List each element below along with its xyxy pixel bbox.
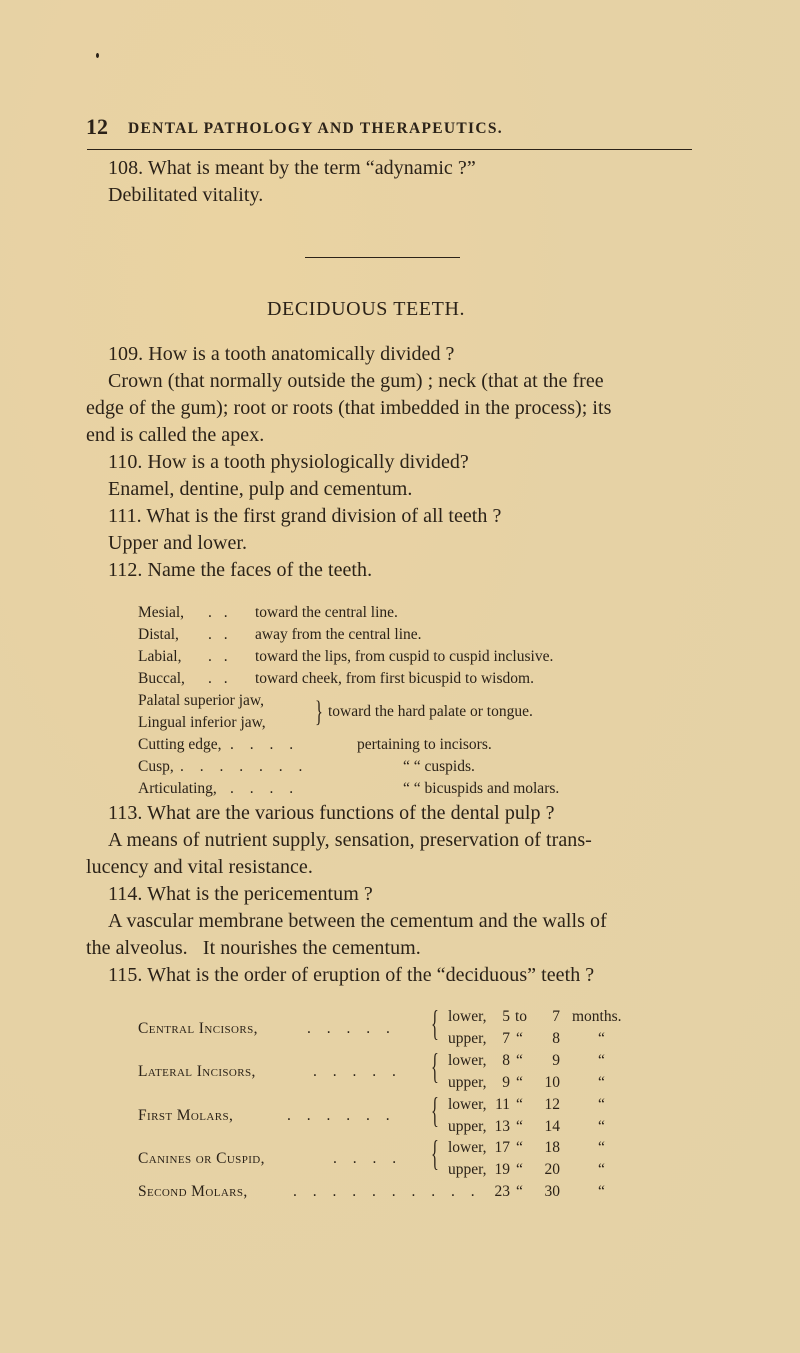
age-to: 8 bbox=[552, 1030, 560, 1047]
leader-dots: . . . . . bbox=[313, 1063, 402, 1080]
question-113: 113. What are the various functions of the dental pulp ? bbox=[108, 802, 555, 824]
age-to: 12 bbox=[544, 1096, 560, 1113]
face-description: toward the lips, from cuspid to cuspid inclusive. bbox=[255, 648, 554, 665]
left-brace: { bbox=[431, 1133, 439, 1173]
answer-113-line-1: A means of nutrient supply, sensation, preservation of trans- bbox=[108, 829, 592, 851]
age-to: 9 bbox=[552, 1052, 560, 1069]
leader-dots: . . . . . . . . . . bbox=[293, 1183, 481, 1200]
age-to: 10 bbox=[544, 1074, 560, 1091]
tooth-label: Lateral Incisors, bbox=[138, 1063, 256, 1080]
face-description: “ “ cuspids. bbox=[403, 758, 475, 775]
age-unit: “ bbox=[598, 1118, 605, 1135]
age-from: 8 bbox=[502, 1052, 510, 1069]
range-sep: “ bbox=[516, 1096, 523, 1113]
leader-dots: . . . . bbox=[333, 1150, 403, 1167]
question-109: 109. How is a tooth anatomically divided ? bbox=[108, 343, 455, 365]
range-sep: “ bbox=[516, 1183, 523, 1200]
age-to: 30 bbox=[544, 1183, 560, 1200]
leader-dots: . . bbox=[208, 604, 232, 621]
answer-109-line-2: edge of the gum); root or roots (that imbedded in the process); its bbox=[86, 397, 612, 419]
leader-dots: . . . . bbox=[230, 780, 300, 797]
face-description: “ “ bicuspids and molars. bbox=[403, 780, 560, 797]
question-112: 112. Name the faces of the teeth. bbox=[108, 559, 373, 581]
answer-108: Debilitated vitality. bbox=[108, 184, 264, 206]
age-from: 11 bbox=[495, 1096, 510, 1113]
age-unit: “ bbox=[598, 1030, 605, 1047]
question-111: 111. What is the first grand division of all teeth ? bbox=[108, 505, 502, 527]
answer-109-line-1: Crown (that normally outside the gum) ; neck (that at the free bbox=[108, 370, 604, 392]
age-unit: “ bbox=[598, 1096, 605, 1113]
age-from: 7 bbox=[502, 1030, 510, 1047]
age-from: 13 bbox=[494, 1118, 510, 1135]
answer-111: Upper and lower. bbox=[108, 532, 248, 554]
age-unit: “ bbox=[598, 1183, 605, 1200]
face-description: toward the central line. bbox=[255, 604, 398, 621]
age-unit: “ bbox=[598, 1161, 605, 1178]
leader-dots: . . bbox=[208, 648, 232, 665]
left-brace: { bbox=[431, 1003, 439, 1043]
jaw-label: lower, bbox=[448, 1008, 487, 1025]
jaw-label: upper, bbox=[448, 1030, 487, 1047]
page-number: 12 bbox=[86, 114, 108, 139]
question-115: 115. What is the order of eruption of the “deciduous” teeth ? bbox=[108, 964, 595, 986]
leader-dots: . . . . . . . bbox=[180, 758, 309, 775]
face-label: Distal, bbox=[138, 626, 179, 643]
jaw-label: lower, bbox=[448, 1096, 487, 1113]
jaw-label: upper, bbox=[448, 1161, 487, 1178]
range-sep: “ bbox=[516, 1074, 523, 1091]
leader-dots: . . . . . bbox=[307, 1020, 396, 1037]
tooth-label: First Molars, bbox=[138, 1107, 234, 1124]
answer-110: Enamel, dentine, pulp and cementum. bbox=[108, 478, 413, 500]
answer-114-line-1: A vascular membrane between the cementum and the walls of bbox=[108, 910, 607, 932]
age-unit: “ bbox=[598, 1139, 605, 1156]
face-label: Articulating, bbox=[138, 780, 217, 797]
face-label: Cutting edge, bbox=[138, 736, 222, 753]
face-label: Buccal, bbox=[138, 670, 185, 687]
face-label: Labial, bbox=[138, 648, 182, 665]
leader-dots: . . bbox=[208, 670, 232, 687]
jaw-label: lower, bbox=[448, 1139, 487, 1156]
answer-109-line-3: end is called the apex. bbox=[86, 424, 265, 446]
face-description: away from the central line. bbox=[255, 626, 422, 643]
age-unit: “ bbox=[598, 1074, 605, 1091]
age-to: 20 bbox=[544, 1161, 560, 1178]
face-description: toward cheek, from first bicuspid to wisdom. bbox=[255, 670, 534, 687]
age-unit: “ bbox=[598, 1052, 605, 1069]
face-description: pertaining to incisors. bbox=[357, 736, 492, 753]
question-110: 110. How is a tooth physiologically divided? bbox=[108, 451, 469, 473]
jaw-label: upper, bbox=[448, 1118, 487, 1135]
age-from: 23 bbox=[494, 1183, 510, 1200]
face-label: Mesial, bbox=[138, 604, 185, 621]
leader-dots: . . . . . . bbox=[287, 1107, 396, 1124]
left-brace: { bbox=[431, 1090, 439, 1130]
face-description: toward the hard palate or tongue. bbox=[328, 703, 533, 720]
leader-dots: . . . . bbox=[230, 736, 300, 753]
age-to: 14 bbox=[544, 1118, 560, 1135]
jaw-label: lower, bbox=[448, 1052, 487, 1069]
jaw-label: upper, bbox=[448, 1074, 487, 1091]
range-sep: “ bbox=[516, 1030, 523, 1047]
range-sep: “ bbox=[516, 1118, 523, 1135]
age-from: 5 bbox=[502, 1008, 510, 1025]
question-114: 114. What is the pericementum ? bbox=[108, 883, 373, 905]
right-brace: } bbox=[315, 695, 323, 728]
range-sep: “ bbox=[516, 1161, 523, 1178]
age-from: 17 bbox=[494, 1139, 510, 1156]
answer-114-line-2: the alveolus. It nourishes the cementum. bbox=[86, 937, 421, 959]
header-rule bbox=[87, 149, 692, 150]
age-to: 7 bbox=[552, 1008, 560, 1025]
range-sep: to bbox=[515, 1008, 528, 1025]
section-title: DECIDUOUS TEETH. bbox=[267, 298, 466, 320]
tooth-label: Canines or Cuspid, bbox=[138, 1150, 265, 1167]
tooth-label: Second Molars, bbox=[138, 1183, 248, 1200]
range-sep: “ bbox=[516, 1139, 523, 1156]
left-brace: { bbox=[431, 1046, 439, 1086]
age-unit: months. bbox=[572, 1008, 622, 1025]
age-to: 18 bbox=[544, 1139, 560, 1156]
face-label: Cusp, bbox=[138, 758, 174, 775]
leader-dots: . . bbox=[208, 626, 232, 643]
range-sep: “ bbox=[516, 1052, 523, 1069]
section-divider bbox=[305, 257, 460, 258]
age-from: 19 bbox=[494, 1161, 510, 1178]
face-label: Palatal superior jaw, bbox=[138, 692, 264, 709]
age-from: 9 bbox=[502, 1074, 510, 1091]
running-head-title: DENTAL PATHOLOGY AND THERAPEUTICS. bbox=[128, 120, 503, 137]
ink-speck bbox=[96, 53, 99, 58]
answer-113-line-2: lucency and vital resistance. bbox=[86, 856, 313, 878]
tooth-label: Central Incisors, bbox=[138, 1020, 258, 1037]
face-label: Lingual inferior jaw, bbox=[138, 714, 266, 731]
question-108: 108. What is meant by the term “adynamic ?” bbox=[108, 157, 476, 179]
